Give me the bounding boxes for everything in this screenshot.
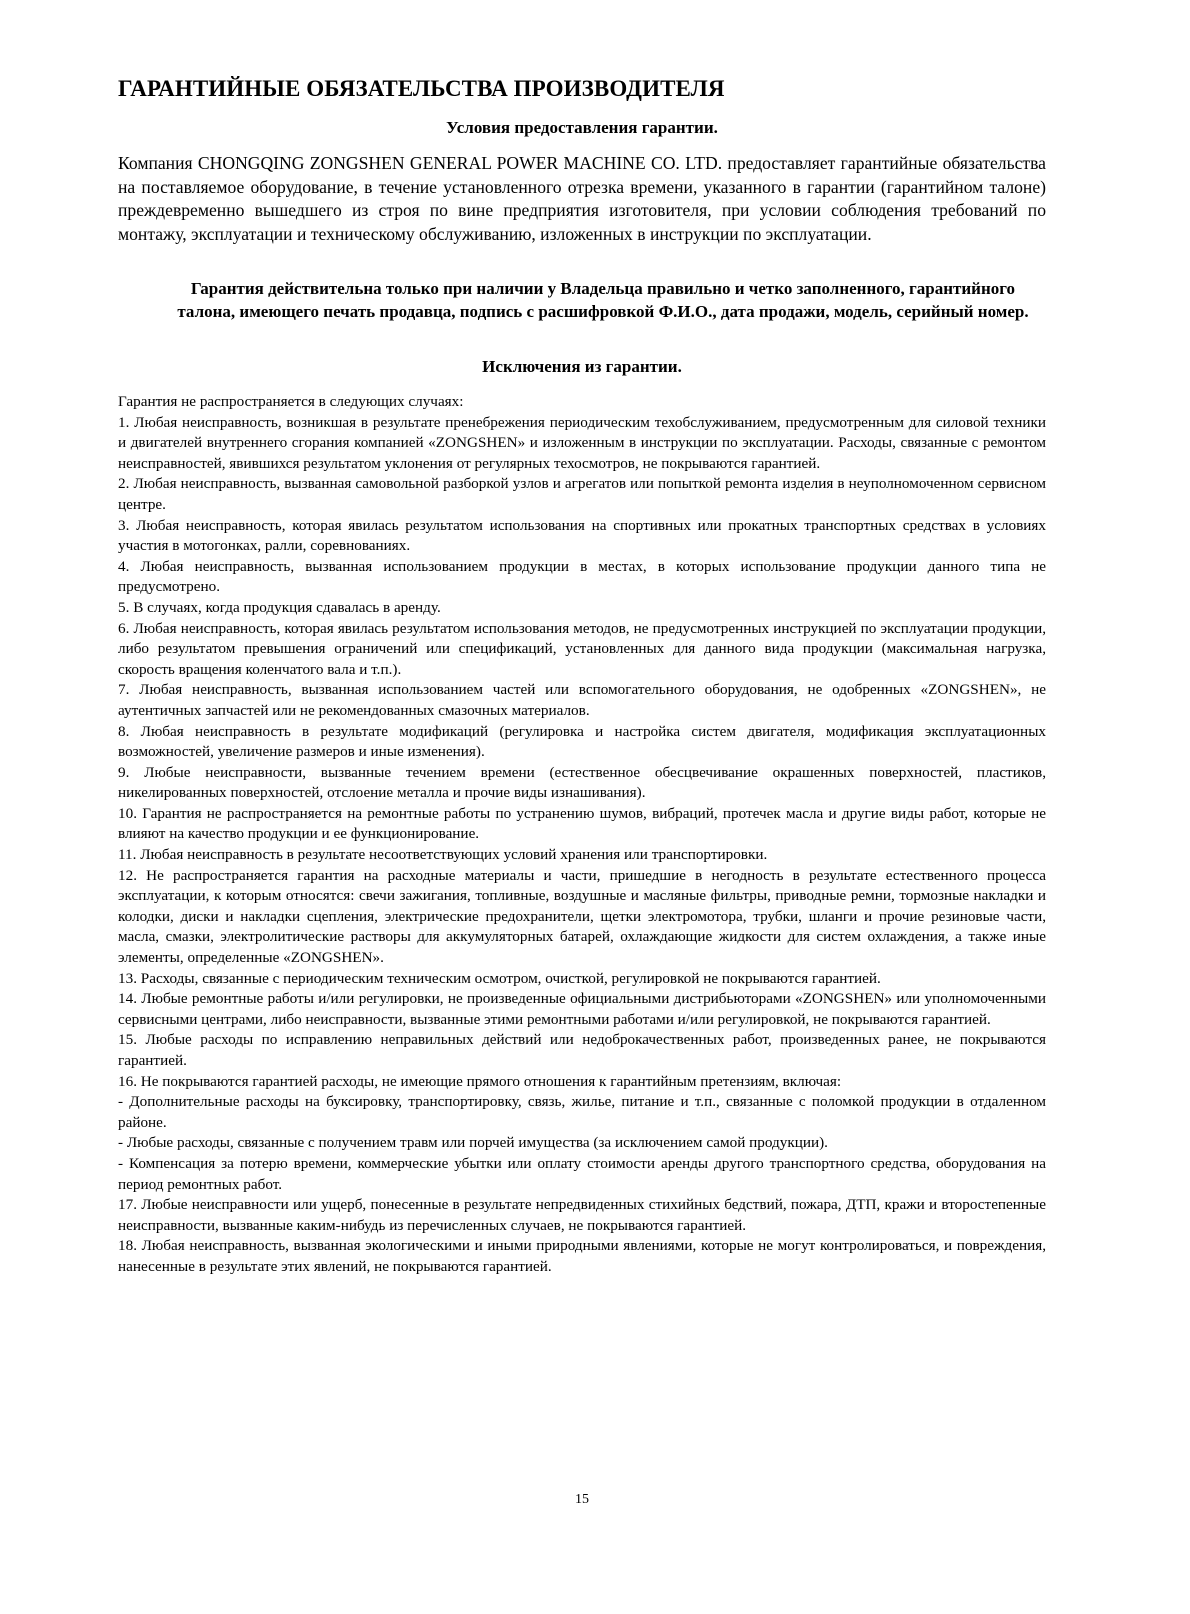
conditions-heading: Условия предоставления гарантии. <box>446 118 718 137</box>
exclusion-item: 6. Любая неисправность, которая явилась результатом использования методов, не предусмотренных инструкцией по эксплуатации продукции, либо результатом превышения ограничений или спецификаций, установленных для данного вида продукции (максимальная нагрузка, скорость вращения коленчатого вала и т.п.). <box>118 619 1046 678</box>
exclusion-item: 12. Не распространяется гарантия на расходные материалы и части, пришедшие в негодность в результате естественного процесса эксплуатации, к которым относятся: свечи зажигания, топливные, воздушные и масляные фильтры, приводные ремни, тормозные накладки и колодки, диски и накладки сцепления, электрические предохранители, щетки электромотора, трубки, шланги и прочие резиновые части, масла, смазки, электролитические растворы для аккумуляторных батарей, охлаждающие жидкости для систем охлаждения, а также иные элементы, определенные «ZONGSHEN». <box>118 866 1046 967</box>
exclusion-item: 11. Любая неисправность в результате несоответствующих условий хранения или транспортировки. <box>118 846 768 864</box>
exclusion-item: 9. Любые неисправности, вызванные течением времени (естественное обесцвечивание окрашенных поверхностей, пластиков, никелированных поверхностей, отслоение металла и прочие виды изнашивания). <box>118 763 1046 802</box>
exclusions-heading: Исключения из гарантии. <box>482 357 682 376</box>
exclusion-item: 15. Любые расходы по исправлению неправильных действий или недоброкачественных работ, произведенных ранее, не покрываются гарантией. <box>118 1031 1046 1069</box>
document-title: ГАРАНТИЙНЫЕ ОБЯЗАТЕЛЬСТВА ПРОИЗВОДИТЕЛЯ <box>118 76 725 101</box>
page-number: 15 <box>575 1492 589 1507</box>
exclusion-item: 5. В случаях, когда продукция сдавалась в аренду. <box>118 598 441 616</box>
exclusion-item: 8. Любая неисправность в результате модификаций (регулировка и настройка систем двигателя, модификация эксплуатационных возможностей, увеличение размеров и иные изменения). <box>118 722 1046 761</box>
warranty-notice: Гарантия действительна только при наличии у Владельца правильно и четко заполненного, гарантийного талона, имеющего печать продавца, подпись с расшифровкой Ф.И.О., дата продажи, модель, серийный номер. <box>177 279 1029 321</box>
exclusion-item: 13. Расходы, связанные с периодическим техническим осмотром, очисткой, регулировкой не покрываются гарантией. <box>118 969 881 987</box>
exclusion-item: 2. Любая неисправность, вызванная самовольной разборкой узлов и агрегатов или попыткой ремонта изделия в неуполномоченном сервисном центре. <box>118 475 1046 513</box>
exclusion-item: - Дополнительные расходы на буксировку, транспортировку, связь, жилье, питание и т.п., связанные с поломкой продукции в отдаленном районе. <box>118 1093 1046 1131</box>
intro-paragraph: Компания CHONGQING ZONGSHEN GENERAL POWER MACHINE CO. LTD. предоставляет гарантийные обязательства на поставляемое оборудование, в течение установленного отрезка времени, указанного в гарантии (гарантийном талоне) преждевременно вышедшего из строя по вине предприятия изготовителя, при условии соблюдения требований по монтажу, эксплуатации и техническому обслуживанию, изложенных в инструкции по эксплуатации. <box>118 153 1046 244</box>
exclusion-item: 4. Любая неисправность, вызванная использованием продукции в местах, в которых использование продукции данного типа не предусмотрено. <box>118 557 1046 596</box>
exclusion-item: 3. Любая неисправность, которая явилась результатом использования на спортивных или прокатных транспортных средствах в условиях участия в мотогонках, ралли, соревнованиях. <box>118 516 1046 555</box>
exclusion-item: 14. Любые ремонтные работы и/или регулировки, не произведенные официальными дистрибьюторами «ZONGSHEN» или уполномоченными сервисными центрами, либо неисправности, вызванные этими ремонтными работами и/или регулировкой, не покрываются гарантией. <box>118 990 1046 1028</box>
exclusion-subitem: 17. Любые неисправности или ущерб, понесенные в результате непредвиденных стихийных бедствий, пожара, ДТП, кражи и второстепенные неисправности, вызванные каким-нибудь из перечисленных случаев, не покрываются гарантией. <box>118 1196 1046 1234</box>
exclusion-item: Гарантия не распространяется в следующих случаях: <box>118 393 464 410</box>
exclusions-list <box>118 392 1046 1278</box>
exclusion-item: 7. Любая неисправность, вызванная использованием частей или вспомогательного оборудования, не одобренных «ZONGSHEN», не аутентичных запчастей или не рекомендованных смазочных материалов. <box>118 681 1046 719</box>
exclusion-item: 10. Гарантия не распространяется на ремонтные работы по устранению шумов, вибраций, протечек масла и другие виды работ, которые не влияют на качество продукции и ее функционирование. <box>118 804 1046 843</box>
exclusion-subitem: - Компенсация за потерю времени, коммерческие убытки или оплату стоимости аренды другого транспортного средства, оборудования на период ремонтных работ. <box>118 1154 1046 1193</box>
exclusion-item: 16. Не покрываются гарантией расходы, не имеющие прямого отношения к гарантийным претензиям, включая: <box>118 1072 842 1090</box>
exclusion-item: 18. Любая неисправность, вызванная экологическими и иными природными явлениями, которые не могут контролироваться, и повреждения, нанесенные в результате этих явлений, не покрываются гарантией. <box>118 1237 1046 1275</box>
exclusion-subitem: - Любые расходы, связанные с получением травм или порчей имущества (за исключением самой продукции). <box>118 1134 828 1152</box>
exclusion-item: 1. Любая неисправность, возникшая в результате пренебрежения периодическим техобслуживанием, предусмотренным для силовой техники и двигателей внутреннего сгорания компанией «ZONGSHEN» и изложенным в инструкции по эксплуатации. Расходы, связанные с ремонтом неисправностей, явившихся результатом уклонения от регулярных техосмотров, не покрываются гарантией. <box>118 413 1046 472</box>
